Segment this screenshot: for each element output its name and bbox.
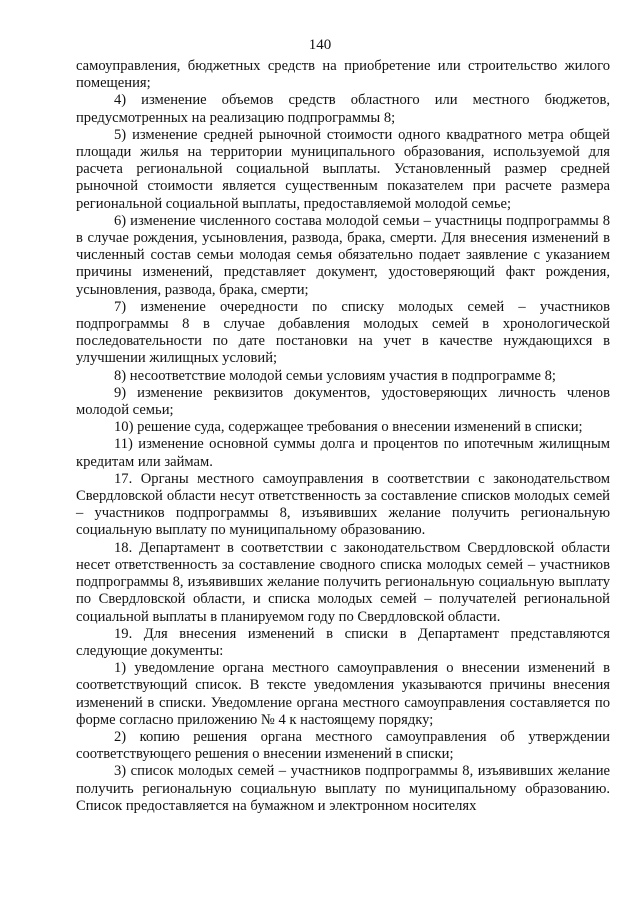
paragraph-item-9: 9) изменение реквизитов документов, удостоверяющих личность членов молодой семьи; xyxy=(76,384,610,419)
page-number: 140 xyxy=(308,37,332,53)
paragraph-item-8: 8) несоответствие молодой семьи условиям участия в подпрограмме 8; xyxy=(114,367,556,384)
document-body xyxy=(76,58,610,815)
paragraph-item-7: 7) изменение очередности по списку молодых семей – участников подпрограммы 8 в случае добавления молодых семей в хронологической последовательности по дате постановки на учет в качестве нуждающихся в улучшении жилищных условий; xyxy=(76,298,610,367)
paragraph-clause-17: 17. Органы местного самоуправления в соответствии с законодательством Свердловской области несут ответственность за составление списков молодых семей – участников подпрограммы 8, изъявивших желание получить региональную социальную выплату по муниципальному образованию. xyxy=(76,470,610,539)
paragraph-clause-19: 19. Для внесения изменений в списки в Департамент представляются следующие документы: xyxy=(76,625,610,659)
paragraph-clause-18: 18. Департамент в соответствии с законодательством Свердловской области несет ответственность за составление сводного списка молодых семей – участников подпрограммы 8, изъявивших желание получить региональную социальную выплату по Свердловской области, и списка молодых семей – получателей региональной социальной выплаты в планируемом году по Свердловской области. xyxy=(76,539,610,625)
paragraph-item-6: 6) изменение численного состава молодой семьи – участницы подпрограммы 8 в случае рождения, усыновления, развода, брака, смерти. Для внесения изменений в численный состав семьи молодая семья обязательно подает заявление с указанием причины изменений, представляет документ, удостоверяющий факт рождения, усыновления, развода, брака, смерти; xyxy=(76,212,610,298)
paragraph-continuation: самоуправления, бюджетных средств на приобретение или строительство жилого помещения; xyxy=(76,58,610,92)
paragraph-doc-item-1: 1) уведомление органа местного самоуправления о внесении изменений в соответствующий список. В тексте уведомления указываются причины внесения изменений в списки. Уведомление органа местного самоуправления составляется по форме согласно приложению № 4 к настоящему порядку; xyxy=(76,660,610,728)
paragraph-item-4: 4) изменение объемов средств областного или местного бюджетов, предусмотренных на реализацию подпрограммы 8; xyxy=(76,92,610,126)
paragraph-item-11: 11) изменение основной суммы долга и процентов по ипотечным жилищным кредитам или займам. xyxy=(76,436,610,470)
paragraph-doc-item-3: 3) список молодых семей – участников подпрограммы 8, изъявивших желание получить региональную социальную выплату по муниципальному образованию. Список предоставляется на бумажном и электронном носителях xyxy=(76,763,610,814)
paragraph-item-5: 5) изменение средней рыночной стоимости одного квадратного метра общей площади жилья на территории муниципального образования, используемой для расчета региональной социальной выплаты. Установленный размер средней рыночной стоимости является существенным показателем при расчете размера региональной социальной выплаты, предоставляемой молодой семье; xyxy=(76,126,610,212)
paragraph-item-10: 10) решение суда, содержащее требования о внесении изменений в списки; xyxy=(114,419,583,436)
paragraph-doc-item-2: 2) копию решения органа местного самоуправления об утверждении соответствующего решения о внесении изменений в списки; xyxy=(76,728,610,763)
